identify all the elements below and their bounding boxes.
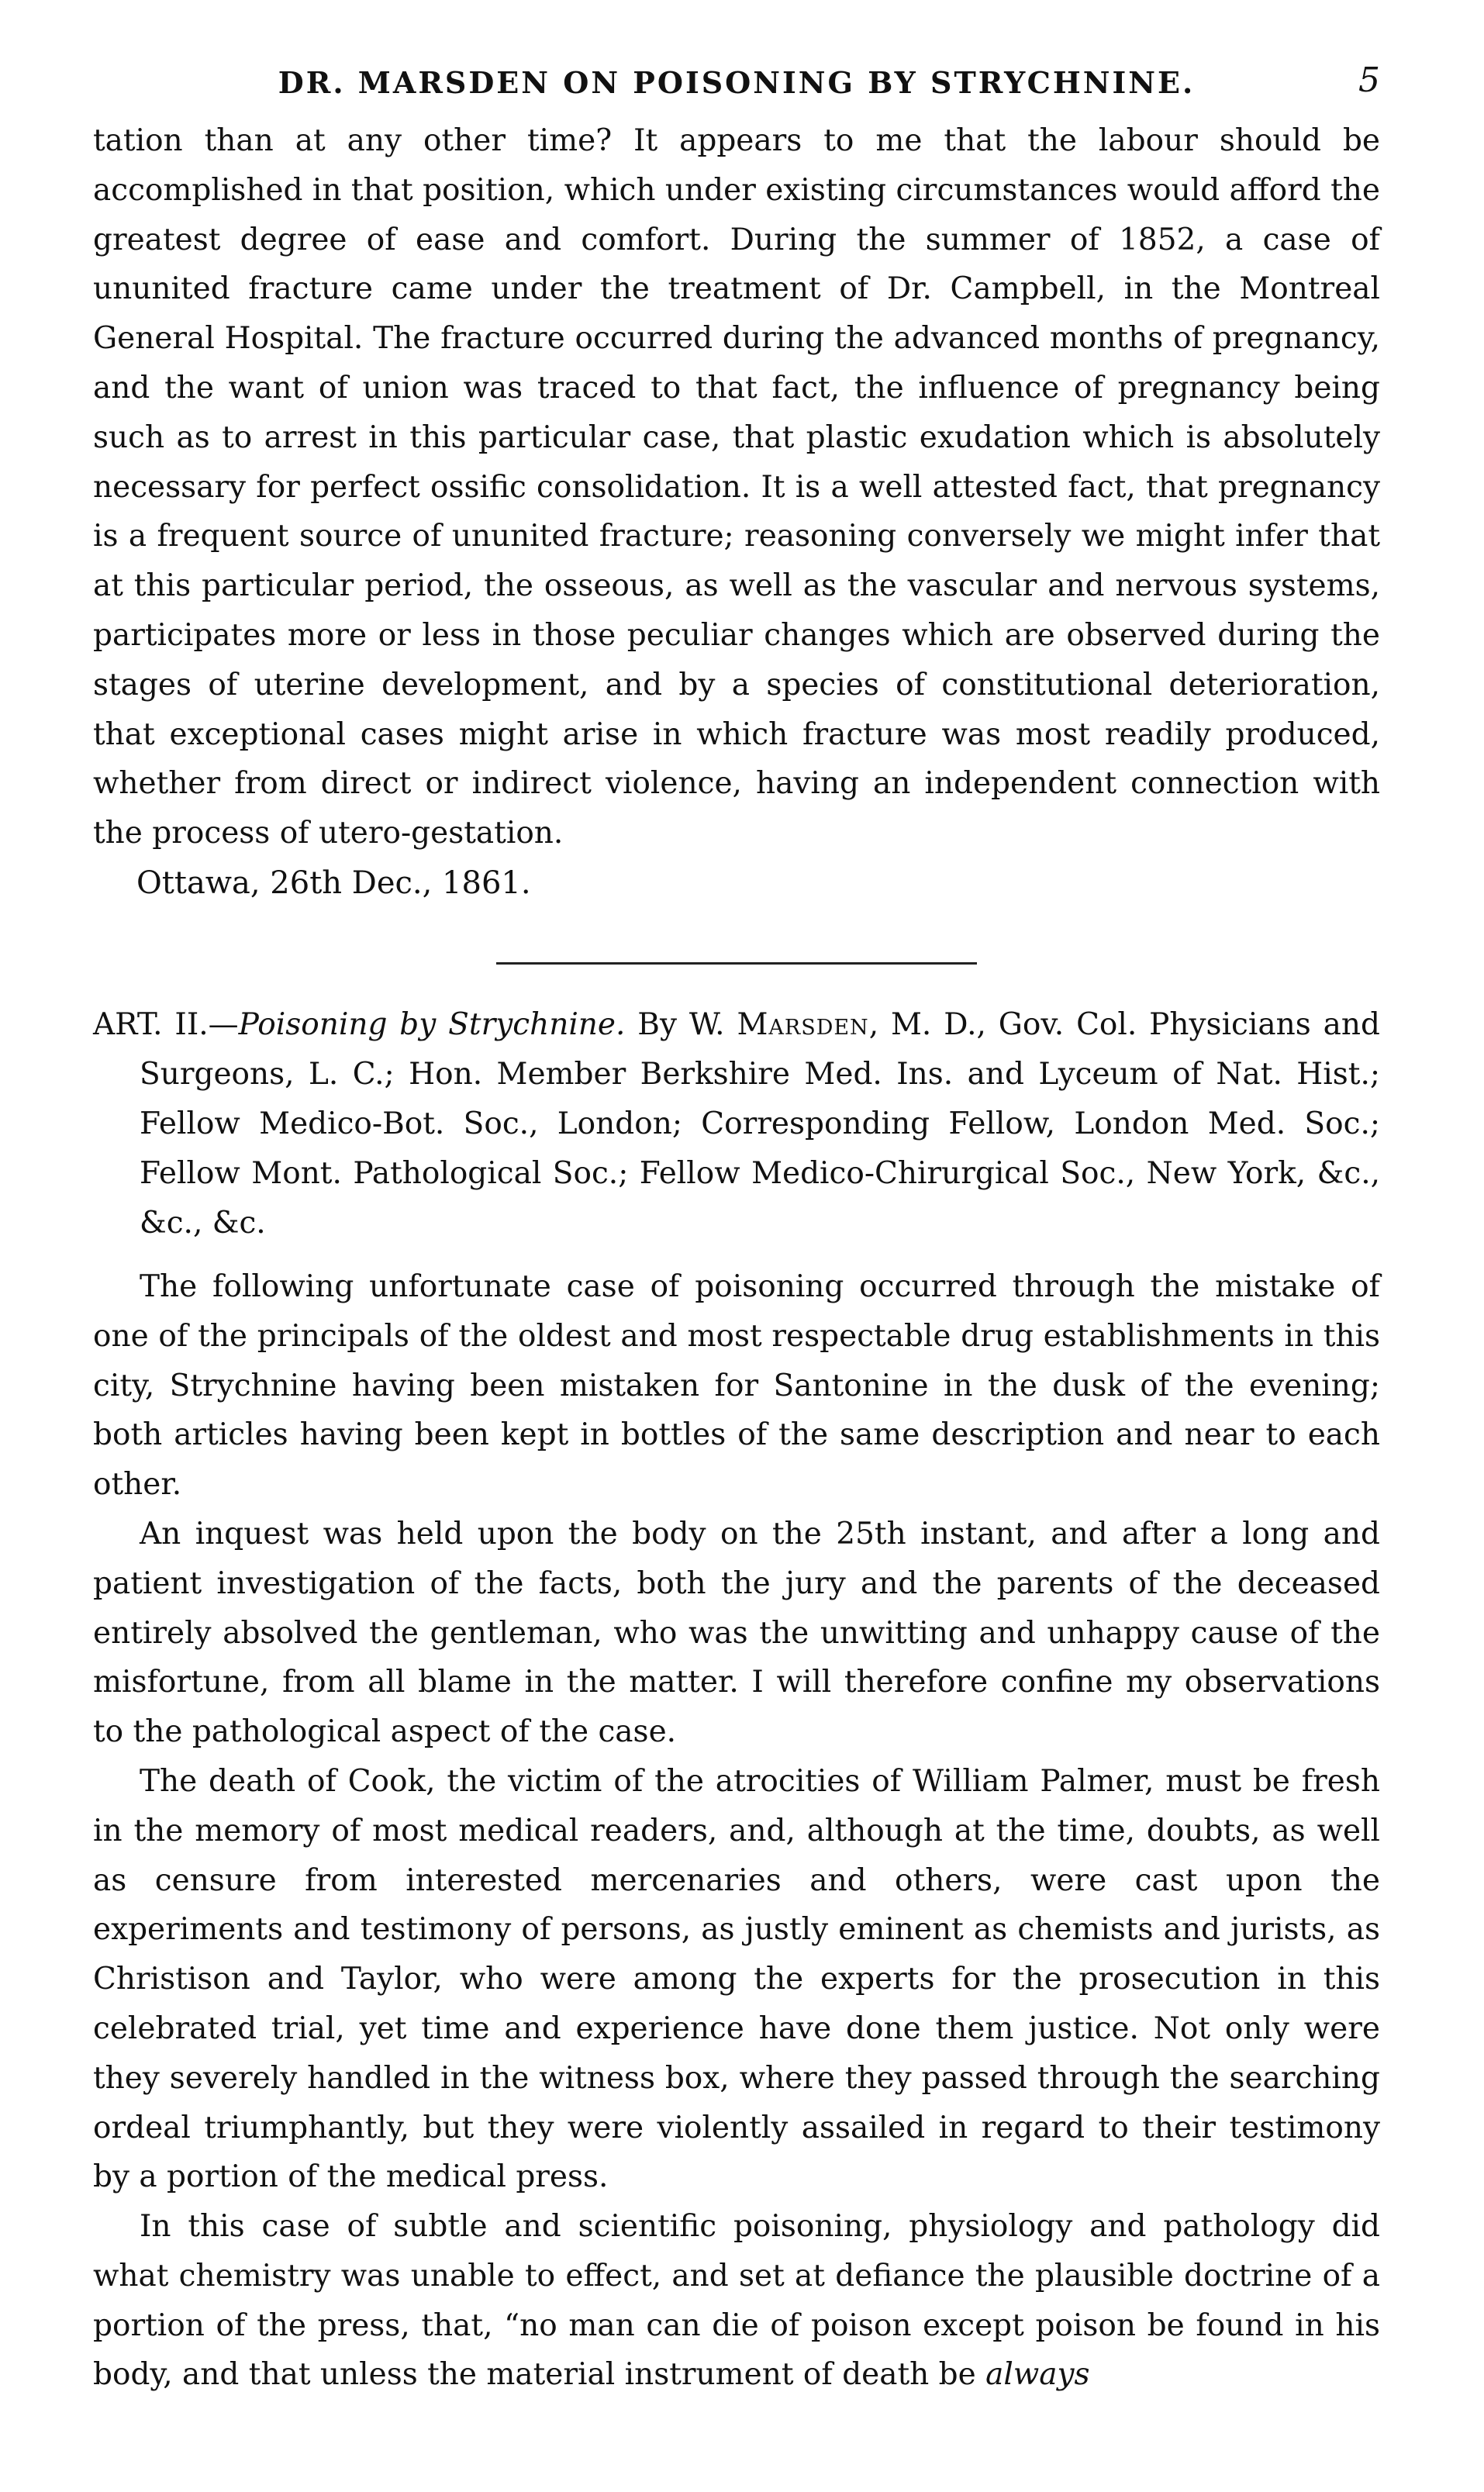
author-credentials: , M. D., Gov. Col. Physicians and Surgeons, L. C.; Hon. Member Berkshire Med. Ins. and Lyceum of Nat. Hist.; Fellow Medico-Bot. Soc., London; Corresponding Fellow, London Med. Soc.; Fellow Mont. Pathological Soc.; Fellow Medico-Chirurgical Soc., New York, &c., &c., &c.: [140, 1006, 1380, 1241]
page-number: 5: [1358, 60, 1380, 100]
body-paragraph-1: The following unfortunate case of poisoning occurred through the mistake of one of the principals of the oldest and most respectable drug establishments in this city, Strychnine having been mistaken for Santonine in the dusk of the evening; both articles having been kept in bottles of the same description and near to each other.: [93, 1268, 1380, 1503]
body-paragraph-4-text: In this case of subtle and scientific poisoning, physiology and pathology did what chemistry was unable to effect, and set at defiance the plausible doctrine of a portion of the press, that, “no man can die of poison except poison be found in his body, and that unless the material instrument of death be: [93, 2209, 1380, 2393]
intro-paragraph: tation than at any other time? It appears to me that the labour should be accomplished in that position, which under existing circumstances would afford the greatest degree of ease and comfort. During the summer of 1852, a case of ununited fracture came under the treatment of Dr. Campbell, in the Montreal General Hospital. The fracture occurred during the advanced months of pregnancy, and the want of union was traced to that fact, the influence of pregnancy being such as to arrest in this particular case, that plastic exudation which is absolutely necessary for perfect ossific consolidation. It is a well attested fact, that pregnancy is a frequent source of ununited fracture; reasoning conversely we might infer that at this particular period, the osseous, as well as the vascular and nervous systems, participates more or less in those peculiar changes which are observed during the stages of uterine development, and by a species of constitutional deterioration, that exceptional cases might arise in which fracture was most readily produced, whether from direct or indirect violence, having an independent connection with the process of utero-gestation.: [93, 123, 1380, 851]
author-name: Marsden: [737, 1006, 869, 1042]
page-header: [93, 54, 1380, 116]
article-by: By W.: [625, 1006, 737, 1042]
article-heading: [93, 1000, 1380, 1248]
body-paragraph-3: The death of Cook, the victim of the atrocities of William Palmer, must be fresh in the memory of most medical readers, and, although at the time, doubts, as well as censure from interested mercenaries and others, were cast upon the experiments and testimony of persons, as justly eminent as chemists and jurists, as Christison and Taylor, who were among the experts for the prosecution in this celebrated trial, yet time and experience have done them justice. Not only were they severely handled in the witness box, where they passed through the searching ordeal triumphantly, but they were violently assailed in regard to their testimony by a portion of the medical press.: [93, 1763, 1380, 2195]
document-page: [93, 54, 1380, 2400]
running-title: DR. MARSDEN ON POISONING BY STRYCHNINE.: [278, 65, 1196, 100]
section-divider: [496, 962, 977, 965]
article-title: Poisoning by Strychnine.: [238, 1006, 626, 1042]
body-paragraph-4: [93, 2202, 1380, 2400]
dateline: Ottawa, 26th Dec., 1861.: [136, 865, 531, 901]
body-paragraph-2: An inquest was held upon the body on the 25th instant, and after a long and patient investigation of the facts, both the jury and the parents of the deceased entirely absolved the gentleman, who was the unwitting and unhappy cause of the misfortune, from all blame in the matter. I will therefore confine my observations to the pathological aspect of the case.: [93, 1516, 1380, 1750]
article-label: ART. II.—: [93, 1006, 239, 1042]
emphasized-word: always: [985, 2357, 1090, 2393]
